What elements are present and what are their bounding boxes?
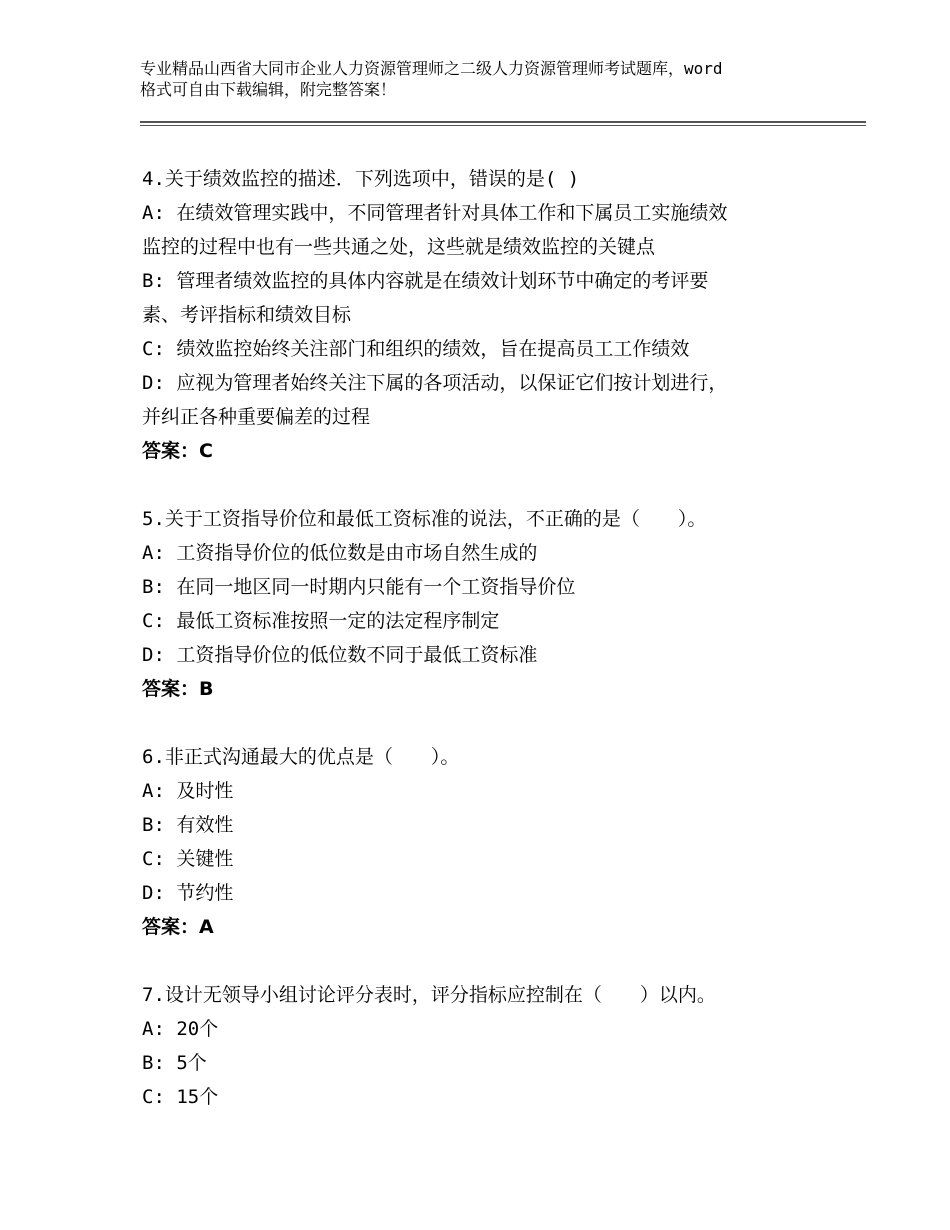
header-line-1: 专业精品山西省大同市企业人力资源管理师之二级人力资源管理师考试题库，word (140, 59, 723, 78)
question-5-option-a: A: 工资指导价位的低位数是由市场自然生成的 (142, 542, 538, 564)
question-5-option-c: C: 最低工资标准按照一定的法定程序制定 (142, 610, 500, 632)
question-4-option-a-cont: 监控的过程中也有一些共通之处，这些就是绩效监控的关键点 (142, 236, 656, 258)
question-5-stem: 5.关于工资指导价位和最低工资标准的说法，不正确的是（ ）。 (142, 508, 707, 530)
question-6-option-c: C: 关键性 (142, 848, 234, 870)
question-4-option-d: D: 应视为管理者始终关注下属的各项活动，以保证它们按计划进行， (142, 372, 728, 394)
question-6-option-a: A: 及时性 (142, 780, 234, 802)
question-5 (142, 502, 822, 706)
header-divider-top (140, 121, 866, 123)
question-5-answer: 答案：B (142, 678, 214, 700)
question-4-option-c: C: 绩效监控始终关注部门和组织的绩效，旨在提高员工工作绩效 (142, 338, 690, 360)
question-4-answer: 答案：C (142, 440, 213, 462)
question-4 (142, 162, 822, 468)
question-5-option-d: D: 工资指导价位的低位数不同于最低工资标准 (142, 644, 538, 666)
question-list (142, 162, 822, 1114)
spacer (142, 706, 822, 740)
question-6-option-b: B: 有效性 (142, 814, 234, 836)
header-line-2: 格式可自由下载编辑，附完整答案！ (140, 80, 397, 99)
question-4-option-b-cont: 素、考评指标和绩效目标 (142, 304, 352, 326)
question-7 (142, 978, 822, 1114)
question-5-option-b: B: 在同一地区同一时期内只能有一个工资指导价位 (142, 576, 576, 598)
header-divider-bottom (140, 125, 866, 126)
question-4-option-d-cont: 并纠正各种重要偏差的过程 (142, 406, 371, 428)
spacer (142, 944, 822, 978)
document-header (140, 58, 830, 100)
question-4-stem: 4.关于绩效监控的描述．下列选项中，错误的是( ) (142, 168, 580, 190)
question-6-answer: 答案：A (142, 916, 214, 938)
question-7-option-c: C: 15个 (142, 1086, 219, 1108)
question-7-option-b: B: 5个 (142, 1052, 207, 1074)
question-4-option-b: B: 管理者绩效监控的具体内容就是在绩效计划环节中确定的考评要 (142, 270, 709, 292)
question-6-stem: 6.非正式沟通最大的优点是（ ）。 (142, 746, 460, 768)
question-4-option-a: A: 在绩效管理实践中，不同管理者针对具体工作和下属员工实施绩效 (142, 202, 728, 224)
question-7-option-a: A: 20个 (142, 1018, 219, 1040)
question-7-stem: 7.设计无领导小组讨论评分表时，评分指标应控制在（ ）以内。 (142, 984, 716, 1006)
spacer (142, 468, 822, 502)
question-6-option-d: D: 节约性 (142, 882, 234, 904)
question-6 (142, 740, 822, 944)
